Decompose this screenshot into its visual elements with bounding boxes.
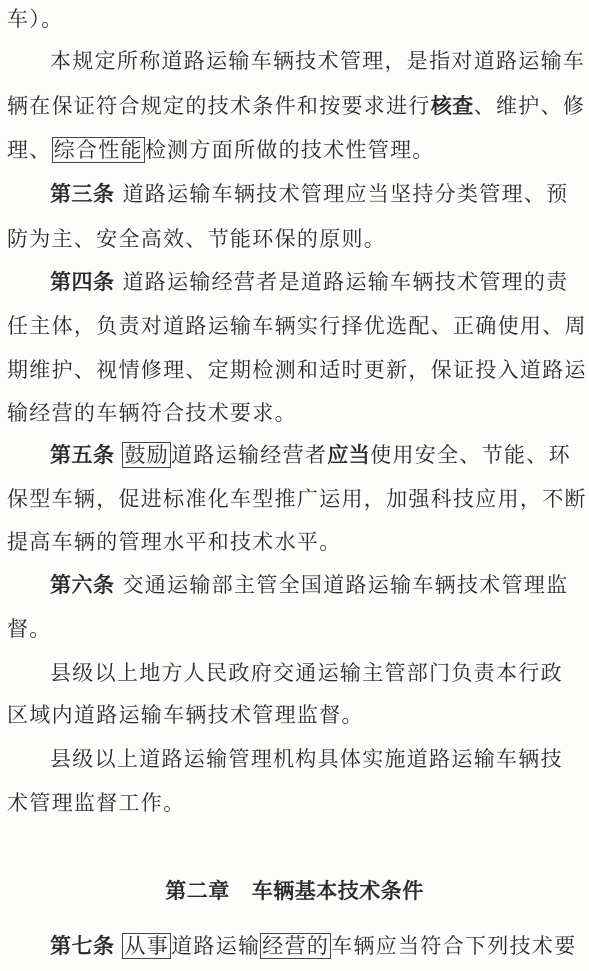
article-label: 第三条 bbox=[50, 181, 115, 206]
line-text: 输经营的车辆符合技术要求。 bbox=[7, 401, 297, 425]
text-line-2 bbox=[0, 46, 589, 76]
article-label: 第五条 bbox=[50, 442, 115, 467]
line-text: 术管理监督工作。 bbox=[7, 791, 186, 815]
chapter-heading bbox=[0, 876, 589, 906]
line-text: 防为主、安全高效、节能环保的原则。 bbox=[7, 227, 387, 251]
line-text: 道路运输经营者 bbox=[171, 443, 328, 467]
line-text: 期维护、视情修理、定期检测和适时更新，保证投入道路运 bbox=[7, 358, 587, 382]
text-line-8 bbox=[0, 311, 589, 341]
article-label: 第六条 bbox=[50, 572, 115, 597]
text-line-6 bbox=[0, 224, 589, 254]
line-text: 交通运输部主管全国道路运输车辆技术管理监 bbox=[114, 573, 569, 597]
line-text: 保型车辆，促进标准化车型推广运用，加强科技应用，不断 bbox=[7, 487, 587, 511]
article-7-heading-line bbox=[0, 931, 589, 961]
boxed-term: 综合性能 bbox=[53, 138, 143, 162]
text-line-1 bbox=[0, 4, 589, 34]
text-line-3 bbox=[0, 91, 589, 121]
line-text: 理、 bbox=[7, 138, 52, 162]
line-text: 辆在保证符合规定的技术条件和按要求进行 bbox=[7, 94, 431, 118]
chapter-title: 车辆基本技术条件 bbox=[251, 878, 424, 903]
line-text: 本规定所称道路运输车辆技术管理，是指对道路运输车 bbox=[50, 49, 586, 73]
text-line-9 bbox=[0, 355, 589, 385]
text-line-16 bbox=[0, 658, 589, 688]
line-text: 督。 bbox=[7, 617, 52, 641]
text-line-13 bbox=[0, 527, 589, 557]
text-line-10 bbox=[0, 398, 589, 428]
line-text: 、维护、修 bbox=[473, 94, 586, 118]
line-text: 任主体，负责对道路运输车辆实行择优选配、正确使用、周 bbox=[7, 314, 587, 338]
text-line-17 bbox=[0, 700, 589, 730]
text-line-15 bbox=[0, 614, 589, 644]
article-4-heading-line bbox=[0, 267, 589, 297]
line-text: 使用安全、节能、环 bbox=[370, 443, 571, 467]
text-line-19 bbox=[0, 788, 589, 818]
article-label: 第四条 bbox=[50, 269, 115, 294]
line-text: 道路运输经营者是道路运输车辆技术管理的责 bbox=[114, 270, 569, 294]
boxed-term: 鼓励 bbox=[124, 443, 170, 467]
article-label: 第七条 bbox=[50, 933, 115, 958]
line-text: 县级以上道路运输管理机构具体实施道路运输车辆技 bbox=[50, 747, 563, 771]
line-text: 车辆应当符合下列技术要 bbox=[331, 934, 577, 958]
line-text: 车）。 bbox=[7, 7, 64, 31]
bold-term: 应当 bbox=[327, 442, 371, 467]
line-text: 区域内道路运输车辆技术管理监督。 bbox=[7, 703, 364, 727]
line-text: 提高车辆的管理水平和技术水平。 bbox=[7, 530, 342, 554]
article-5-heading-line bbox=[0, 440, 589, 470]
line-text: 县级以上地方人民政府交通运输主管部门负责本行政 bbox=[50, 661, 563, 685]
text-line-18 bbox=[0, 744, 589, 774]
article-6-heading-line bbox=[0, 570, 589, 600]
text-line-12 bbox=[0, 484, 589, 514]
chapter-number: 第二章 bbox=[165, 878, 230, 903]
line-text: 检测方面所做的技术性管理。 bbox=[144, 138, 435, 162]
boxed-term: 从事 bbox=[124, 934, 170, 958]
text-line-4 bbox=[0, 135, 589, 165]
line-text: 道路运输 bbox=[171, 934, 261, 958]
boxed-term: 经营的 bbox=[262, 934, 330, 958]
bold-term: 核查 bbox=[430, 93, 474, 118]
article-3-heading-line bbox=[0, 179, 589, 209]
line-text: 道路运输车辆技术管理应当坚持分类管理、预 bbox=[114, 182, 569, 206]
